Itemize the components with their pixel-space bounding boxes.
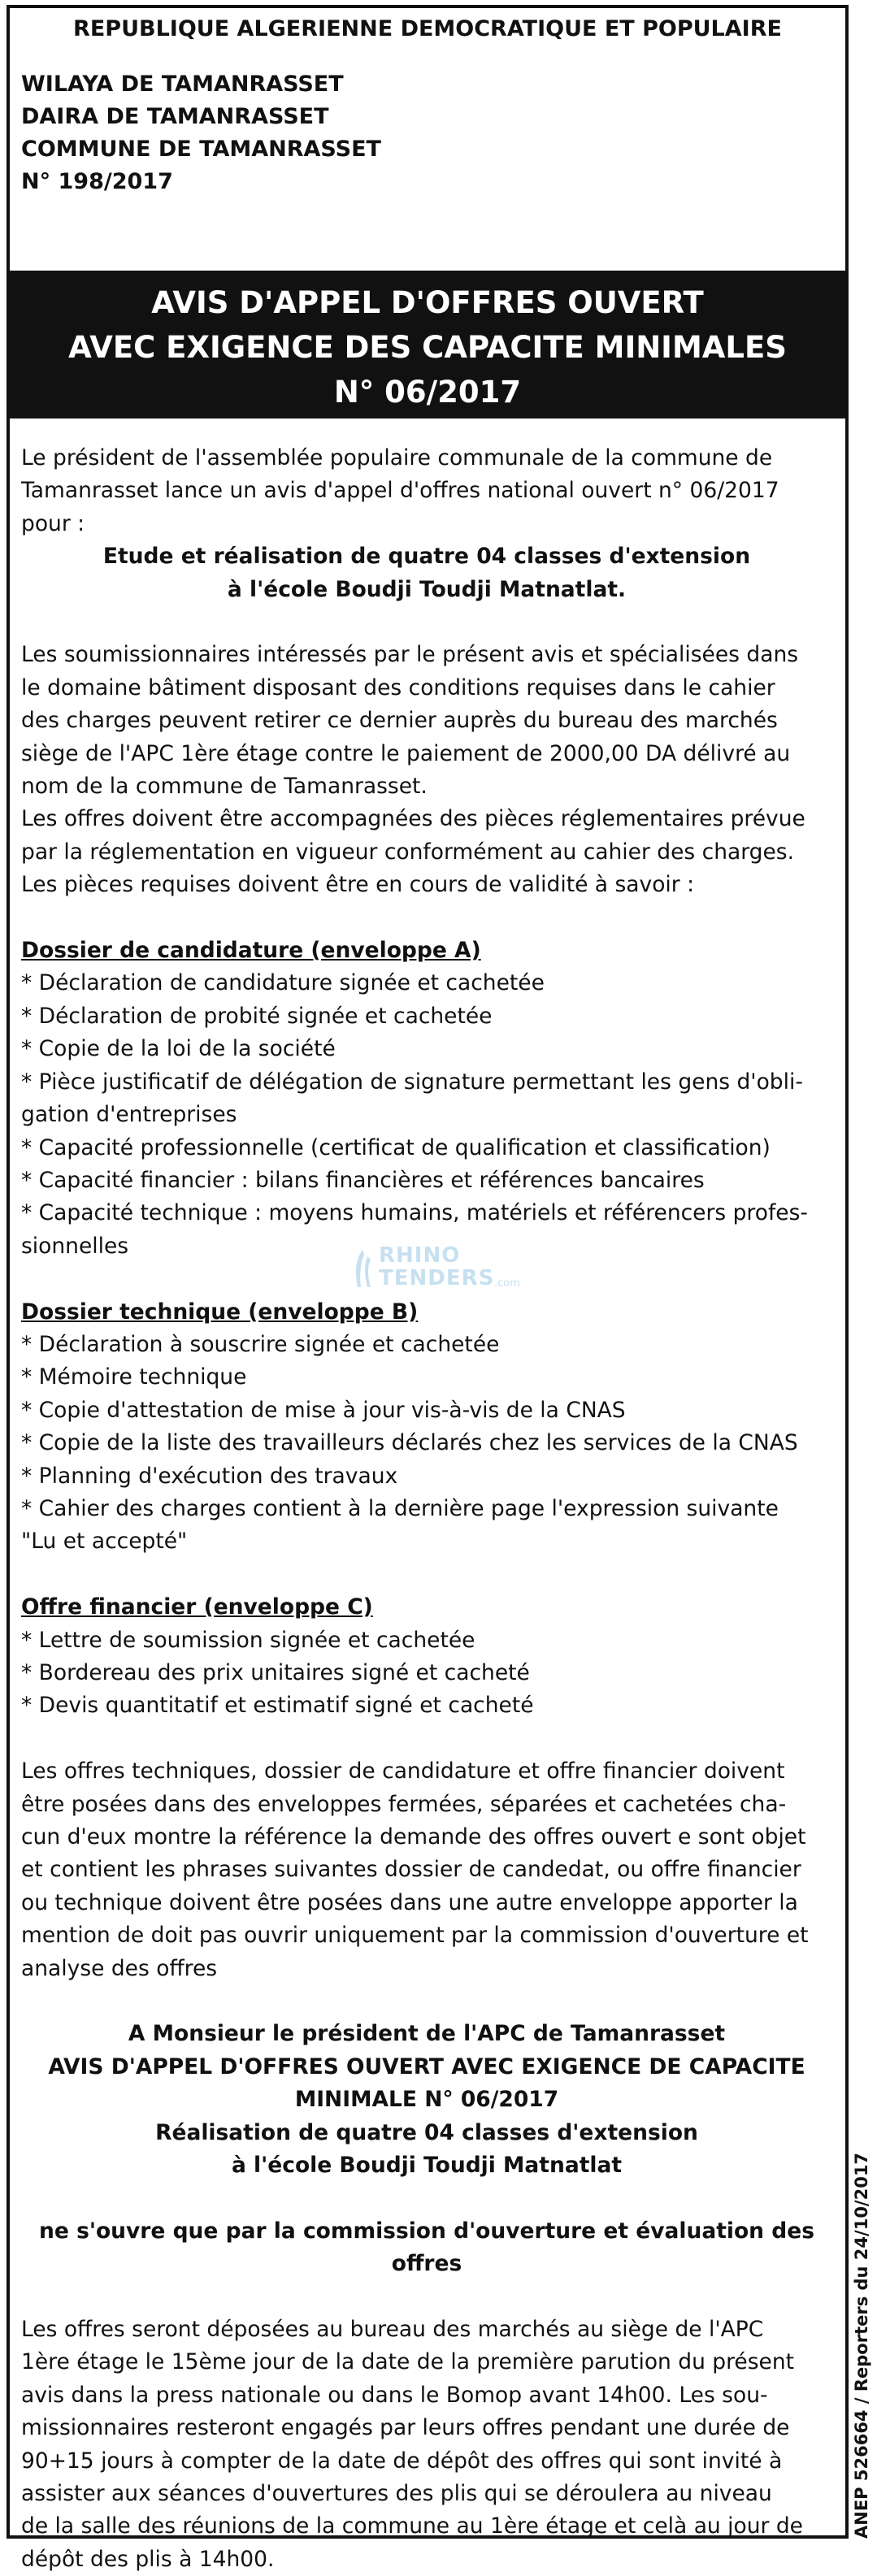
- body-line: par la réglementation en vigueur conformément au cahier des charges.: [21, 839, 795, 865]
- body-line: 1ère étage le 15ème jour de la date de la première parution du présent: [21, 2349, 795, 2375]
- envelope-line: Réalisation de quatre 04 classes d'extension: [155, 2119, 698, 2145]
- list-item: * Lettre de soumission signée et cachetée: [21, 1627, 475, 1653]
- spacer: [21, 606, 832, 639]
- list-item: * Déclaration à souscrire signée et cachetée: [21, 1331, 500, 1357]
- banner-line-3: N° 06/2017: [333, 375, 522, 410]
- watermark-word-2: TENDERS: [379, 1266, 495, 1290]
- body-line: missionnaires resteront engagés par leurs offres pendant une durée de: [21, 2415, 790, 2441]
- list-item: gation d'entreprises: [21, 1102, 237, 1128]
- body-line: assister aux séances d'ouvertures des plis qui se déroulera au niveau: [21, 2481, 772, 2507]
- list-item: "Lu et accepté": [21, 1529, 188, 1555]
- body-line: ou technique doivent être posées dans une autre enveloppe apporter la: [21, 1889, 798, 1915]
- body-line: de la salle des réunions de la commune au 1ère étage et celà au jour de: [21, 2513, 803, 2539]
- intro-line: Tamanrasset lance un avis d'appel d'offres national ouvert n° 06/2017: [21, 478, 779, 504]
- spacer: [21, 2182, 832, 2214]
- rhino-logo-icon: [349, 1248, 376, 1289]
- commune-line: COMMUNE DE TAMANRASSET: [21, 137, 381, 162]
- section-title-dossier-b: Dossier technique (enveloppe B): [21, 1299, 419, 1325]
- list-item: * Capacité professionnelle (certificat de qualification et classification): [21, 1134, 771, 1160]
- body-line: Les offres doivent être accompagnées des pièces réglementaires prévue: [21, 806, 805, 832]
- list-item: * Cahier des charges contient à la dernière page l'expression suivante: [21, 1495, 779, 1521]
- notice-body: [21, 442, 832, 2576]
- object-line: à l'école Boudji Toudji Matnatlat.: [227, 576, 627, 602]
- address-block: [21, 68, 834, 198]
- spacer: [21, 1985, 832, 2018]
- wilaya-line: WILAYA DE TAMANRASSET: [21, 72, 344, 97]
- daira-line: DAIRA DE TAMANRASSET: [21, 104, 329, 129]
- republic-title: REPUBLIQUE ALGERIENNE DEMOCRATIQUE ET POPULAIRE: [73, 16, 782, 41]
- list-item: * Mémoire technique: [21, 1364, 247, 1390]
- body-line: siège de l'APC 1ère étage contre le paiement de 2000,00 DA délivré au: [21, 740, 791, 766]
- list-item: * Déclaration de candidature signée et cachetée: [21, 970, 545, 996]
- body-line: avis dans la press nationale ou dans le Bomop avant 14h00. Les sou-: [21, 2382, 768, 2408]
- envelope-line: AVIS D'APPEL D'OFFRES OUVERT AVEC EXIGENCE DE CAPACITE: [48, 2053, 805, 2079]
- body-line: nom de la commune de Tamanrasset.: [21, 774, 428, 800]
- body-line: 90+15 jours à compter de la date de dépôt des offres qui sont invité à: [21, 2448, 783, 2474]
- envelope-warning: ne s'ouvre que par la commission d'ouverture et évaluation des offres: [39, 2218, 814, 2277]
- list-item: * Pièce justificatif de délégation de signature permettant les gens d'obli-: [21, 1069, 803, 1095]
- section-title-offre-c: Offre financier (enveloppe C): [21, 1594, 373, 1620]
- reference-number: N° 198/2017: [21, 169, 173, 194]
- spacer: [21, 902, 832, 935]
- body-line: cun d'eux montre la référence la demande des offres ouvert e sont objet: [21, 1824, 806, 1850]
- envelope-line: à l'école Boudji Toudji Matnatlat: [231, 2153, 623, 2179]
- list-item: * Capacité financier : bilans financières et références bancaires: [21, 1167, 705, 1193]
- spacer: [21, 2281, 832, 2314]
- list-item: * Planning d'exécution des travaux: [21, 1463, 398, 1489]
- body-line: et contient les phrases suivantes dossier de candedat, ou offre financier: [21, 1857, 801, 1883]
- intro-line: Le président de l'assemblée populaire communale de la commune de: [21, 445, 773, 471]
- object-line: Etude et réalisation de quatre 04 classes d'extension: [102, 544, 751, 570]
- watermark-word-1: RHINO: [379, 1243, 461, 1268]
- body-line: Les offres seront déposées au bureau des marchés au siège de l'APC: [21, 2317, 764, 2343]
- body-line: Les pièces requises doivent être en cours de validité à savoir :: [21, 872, 695, 898]
- body-line: mention de doit pas ouvrir uniquement par la commission d'ouverture et: [21, 1923, 809, 1949]
- body-line: Les soumissionnaires intéressés par le présent avis et spécialisées dans: [21, 642, 799, 668]
- body-line: des charges peuvent retirer ce dernier auprès du bureau des marchés: [21, 708, 778, 734]
- section-title-dossier-a: Dossier de candidature (enveloppe A): [21, 938, 481, 964]
- list-item: * Devis quantitatif et estimatif signé et cacheté: [21, 1693, 534, 1719]
- rhino-tenders-watermark: [349, 1243, 545, 1295]
- publication-reference: ANEP 526664 / Reporters du 24/10/2017: [852, 2152, 871, 2539]
- body-line: Les offres techniques, dossier de candidature et offre financier doivent: [21, 1759, 785, 1785]
- intro-line: pour :: [21, 510, 85, 536]
- envelope-line: A Monsieur le président de l'APC de Tamanrasset: [128, 2021, 726, 2047]
- banner-line-2: AVEC EXIGENCE DES CAPACITE MINIMALES: [68, 330, 787, 365]
- list-item: * Copie d'attestation de mise à jour vis-à-vis de la CNAS: [21, 1397, 626, 1423]
- spacer: [21, 1559, 832, 1591]
- title-banner: [10, 271, 845, 418]
- list-item: * Copie de la liste des travailleurs déclarés chez les services de la CNAS: [21, 1430, 798, 1456]
- list-item: * Capacité technique : moyens humains, matériels et référencers profes-: [21, 1200, 808, 1226]
- banner-line-1: AVIS D'APPEL D'OFFRES OUVERT: [151, 285, 704, 320]
- header: [21, 13, 834, 198]
- spacer: [21, 1723, 832, 1755]
- list-item: * Copie de la loi de la société: [21, 1036, 336, 1062]
- body-line: analyse des offres: [21, 1955, 218, 1981]
- list-item: * Déclaration de probité signée et cachetée: [21, 1003, 493, 1029]
- list-item: sionnelles: [21, 1233, 129, 1259]
- watermark-domain: .com: [494, 1277, 520, 1290]
- list-item: * Bordereau des prix unitaires signé et cacheté: [21, 1659, 530, 1685]
- body-line: le domaine bâtiment disposant des conditions requises dans le cahier: [21, 674, 775, 700]
- body-line: dépôt des plis à 14h00.: [21, 2546, 275, 2572]
- body-line: être posées dans des enveloppes fermées, séparées et cachetées cha-: [21, 1791, 787, 1817]
- envelope-line: MINIMALE N° 06/2017: [294, 2087, 559, 2113]
